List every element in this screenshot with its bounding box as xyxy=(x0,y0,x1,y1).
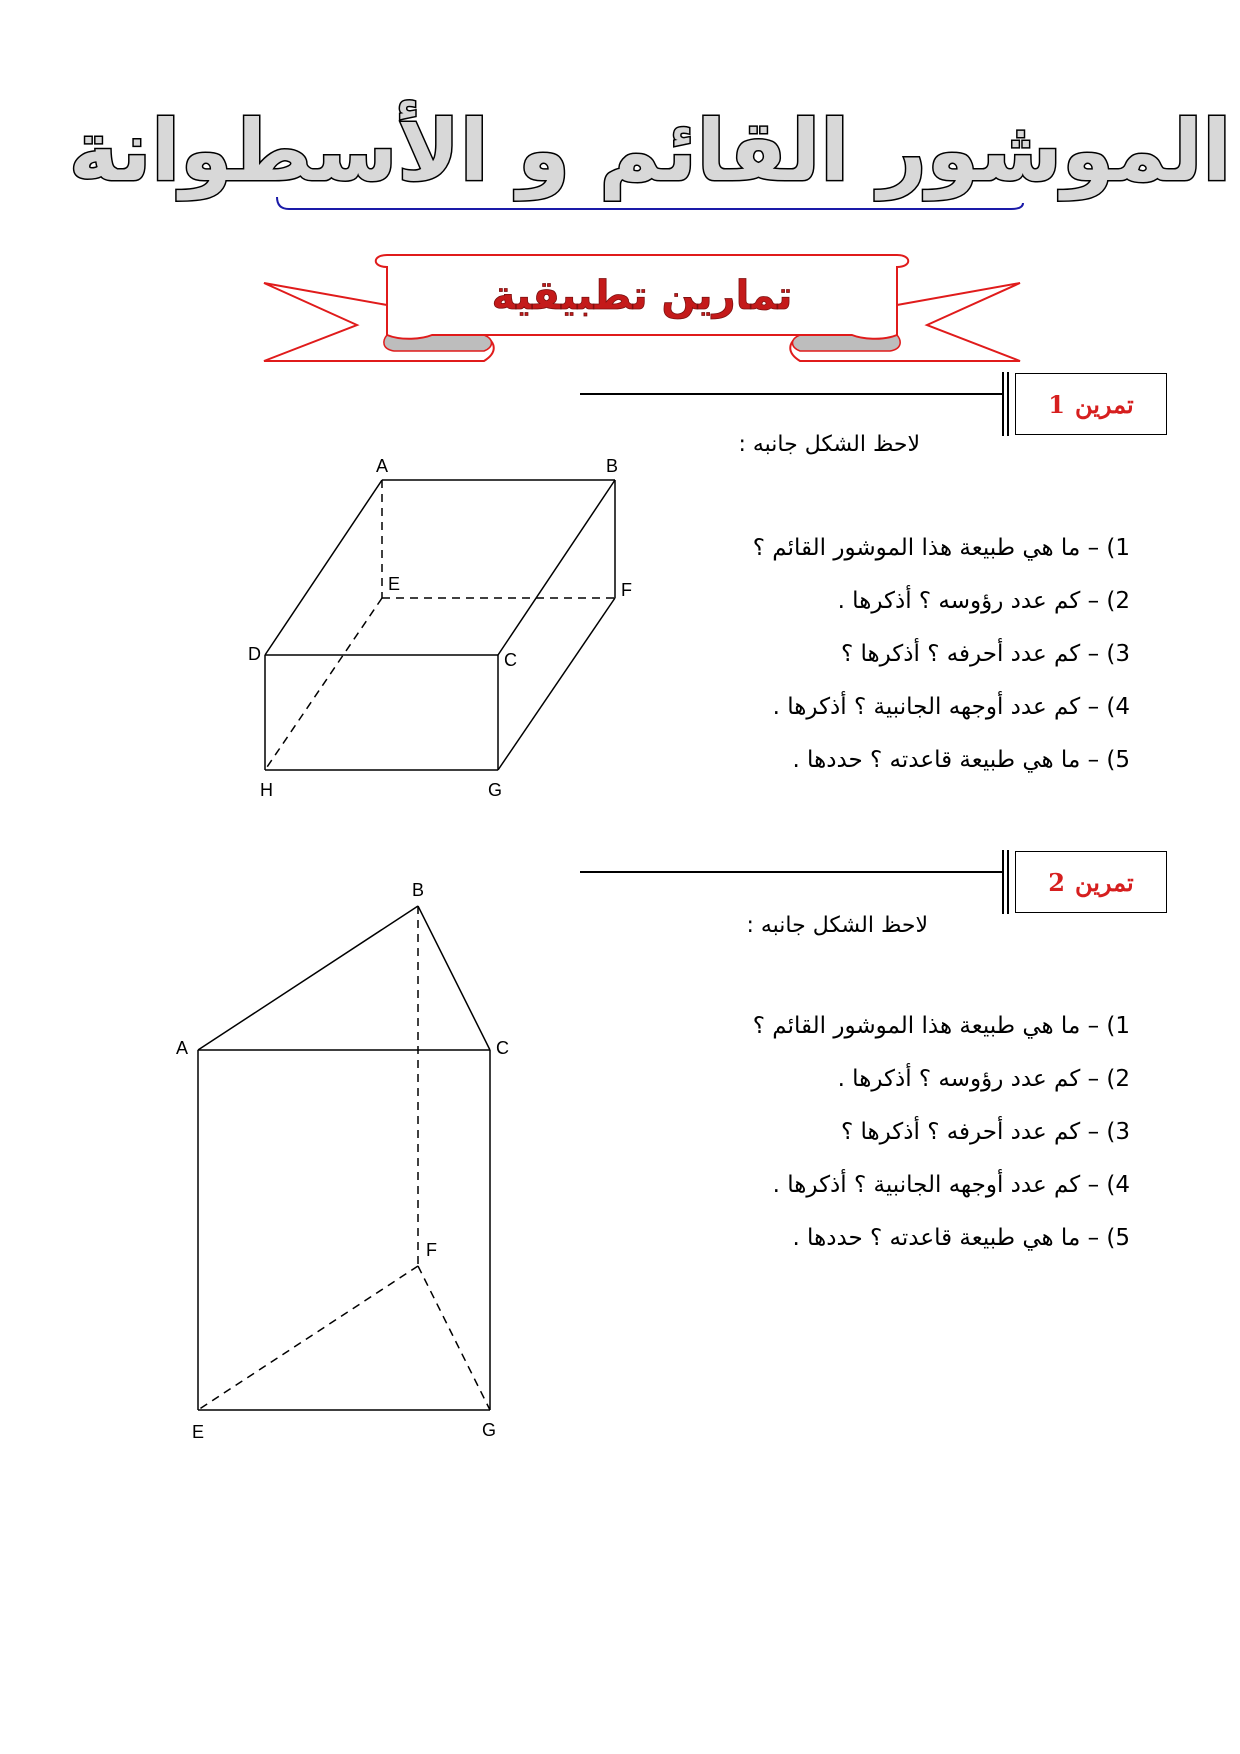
question-3: 3) – كم عدد أحرفه ؟ أذكرها ؟ xyxy=(840,641,1130,667)
exercise-number: 1 xyxy=(1048,389,1065,419)
exercise-label: تمرين xyxy=(1074,389,1134,419)
vertex-label-h: H xyxy=(260,780,273,800)
question-1: 1) – ما هي طبيعة هذا الموشور القائم ؟ xyxy=(752,1013,1130,1039)
exercise-2-divider xyxy=(1002,850,1004,914)
exercise-1-rule xyxy=(580,393,1002,395)
exercise-2-rule xyxy=(580,871,1002,873)
exercise-number: 2 xyxy=(1048,867,1065,897)
question-2: 2) – كم عدد رؤوسه ؟ أذكرها . xyxy=(837,1066,1130,1092)
vertex-label-b: B xyxy=(606,456,619,476)
question-5: 5) – ما هي طبيعة قاعدته ؟ حددها . xyxy=(792,1225,1130,1251)
exercise-1-divider-2 xyxy=(1007,372,1009,436)
exercise-1-figure-cuboid xyxy=(240,450,640,800)
exercise-1-intro: لاحظ الشكل جانبه : xyxy=(738,432,920,457)
exercise-2-divider-2 xyxy=(1007,850,1009,914)
exercise-label: تمرين xyxy=(1074,867,1134,897)
question-5: 5) – ما هي طبيعة قاعدته ؟ حددها . xyxy=(792,747,1130,773)
exercise-2-figure-triangular-prism xyxy=(170,870,530,1450)
exercise-2-questions xyxy=(570,1000,1130,1265)
vertex-label-g: G xyxy=(482,1420,497,1440)
vertex-label-b: B xyxy=(412,880,425,900)
vertex-label-f: F xyxy=(426,1240,437,1260)
vertex-label-e: E xyxy=(388,574,401,594)
question-3: 3) – كم عدد أحرفه ؟ أذكرها ؟ xyxy=(840,1119,1130,1145)
vertex-label-e: E xyxy=(192,1422,205,1442)
main-title-text: الموشور القائم و الأسطوانة xyxy=(68,102,1232,200)
banner-text: تمارين تطبيقية xyxy=(491,273,793,319)
vertex-label-g: G xyxy=(488,780,503,800)
exercise-2-header xyxy=(1015,851,1167,913)
title-underline xyxy=(275,195,1025,221)
question-4: 4) – كم عدد أوجهه الجانبية ؟ أذكرها . xyxy=(772,694,1130,720)
exercise-1-header xyxy=(1015,373,1167,435)
question-2: 2) – كم عدد رؤوسه ؟ أذكرها . xyxy=(837,588,1130,614)
question-1: 1) – ما هي طبيعة هذا الموشور القائم ؟ xyxy=(752,535,1130,561)
question-4: 4) – كم عدد أوجهه الجانبية ؟ أذكرها . xyxy=(772,1172,1130,1198)
vertex-label-c: C xyxy=(504,650,517,670)
exercise-1-questions xyxy=(570,522,1130,787)
vertex-label-d: D xyxy=(248,644,261,664)
section-banner xyxy=(262,243,1022,365)
vertex-label-a: A xyxy=(376,456,389,476)
vertex-label-f: F xyxy=(621,580,632,600)
main-title xyxy=(68,92,1232,212)
vertex-label-a: A xyxy=(176,1038,189,1058)
exercise-2-intro: لاحظ الشكل جانبه : xyxy=(746,913,928,938)
vertex-label-c: C xyxy=(496,1038,509,1058)
exercise-1-divider xyxy=(1002,372,1004,436)
